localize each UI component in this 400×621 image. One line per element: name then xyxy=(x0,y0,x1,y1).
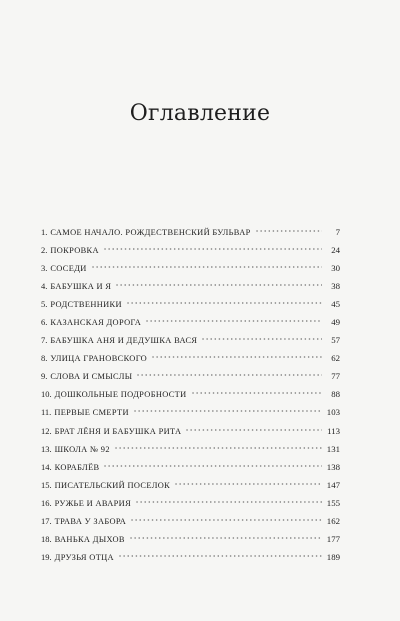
toc-entry-page-number: 88 xyxy=(331,389,340,400)
dot-leader xyxy=(118,544,322,560)
toc-entry-page-number: 62 xyxy=(331,353,340,364)
page-title: Оглавление xyxy=(129,101,271,126)
toc-entry-number: 12. xyxy=(41,425,52,436)
toc-entry-title: СЛОВА И СМЫСЛЫ xyxy=(50,372,133,382)
dot-leader xyxy=(129,526,322,542)
toc-entry-title: ВАНЬКА ДЫХОВ xyxy=(54,534,125,544)
toc-entry-title: РУЖЬЕ И АВАРИЯ xyxy=(54,498,132,508)
toc-entry-title: ДОШКОЛЬНЫЕ ПОДРОБНОСТИ xyxy=(54,390,187,400)
toc-entry-page-number: 7 xyxy=(335,227,340,237)
toc-entry-title: БАБУШКА АНЯ И ДЕДУШКА ВАСЯ xyxy=(50,336,198,346)
toc-entry-title: ПОКРОВКА xyxy=(50,246,99,256)
toc-entry-number: 3. xyxy=(41,263,48,274)
toc-entry-page-number: 57 xyxy=(331,335,340,346)
toc-entry-number: 8. xyxy=(41,353,48,364)
dot-leader xyxy=(103,454,322,470)
toc-entry-number: 9. xyxy=(41,371,48,382)
toc-entry-page-number: 189 xyxy=(326,551,340,562)
dot-leader xyxy=(191,381,322,397)
toc-entry-title: ШКОЛА № 92 xyxy=(54,444,110,454)
toc-entry-page-number: 38 xyxy=(331,281,340,292)
toc-entry-title: ТРАВА У ЗАБОРА xyxy=(54,516,127,526)
toc-entry-number: 11. xyxy=(41,407,52,418)
toc-entry-number: 19. xyxy=(41,551,52,562)
toc-entry-page-number: 49 xyxy=(331,317,340,328)
toc-entry-title: КОРАБЛЁВ xyxy=(54,462,100,472)
toc-entry-number: 7. xyxy=(41,335,48,346)
dot-leader xyxy=(115,273,322,289)
dot-leader xyxy=(103,237,322,253)
toc-entry-page-number: 30 xyxy=(331,263,340,274)
dot-leader xyxy=(136,363,322,379)
dot-leader xyxy=(145,309,322,325)
toc-entry-title: РОДСТВЕННИКИ xyxy=(50,300,122,310)
toc-entry-title: УЛИЦА ГРАНОВСКОГО xyxy=(50,354,148,364)
toc-entry-page-number: 147 xyxy=(326,479,340,490)
toc-entry-number: 1. xyxy=(41,227,48,237)
toc-entry-number: 18. xyxy=(41,533,52,544)
dot-leader xyxy=(130,508,322,524)
toc-entry-number: 15. xyxy=(41,479,52,490)
dot-leader xyxy=(114,436,322,452)
toc-entry-page-number: 177 xyxy=(326,533,340,544)
dot-leader xyxy=(151,345,322,361)
dot-leader xyxy=(135,490,322,506)
toc-entry-page-number: 131 xyxy=(326,443,340,454)
toc-entry-title: ДРУЗЬЯ ОТЦА xyxy=(54,552,114,562)
toc-entry xyxy=(41,219,340,235)
toc-entry-page-number: 77 xyxy=(331,371,340,382)
toc-entry-page-number: 138 xyxy=(326,461,340,472)
toc-entry-title: ПЕРВЫЕ СМЕРТИ xyxy=(54,408,129,418)
dot-leader xyxy=(201,327,322,343)
toc-entry-page-number: 45 xyxy=(331,299,340,310)
toc-entry-title: САМОЕ НАЧАЛО. РОЖДЕСТВЕНСКИЙ БУЛЬВАР xyxy=(50,228,251,237)
toc-entry-number: 13. xyxy=(41,443,52,454)
toc-entry-page-number: 24 xyxy=(331,245,340,256)
dot-leader xyxy=(126,291,322,307)
toc-entry-page-number: 162 xyxy=(326,515,340,526)
table-of-contents xyxy=(41,219,340,562)
toc-entry-number: 6. xyxy=(41,317,48,328)
dot-leader xyxy=(255,219,322,235)
dot-leader xyxy=(91,255,322,271)
toc-entry-number: 10. xyxy=(41,389,52,400)
toc-entry-number: 5. xyxy=(41,299,48,310)
toc-entry-page-number: 113 xyxy=(327,425,340,436)
toc-entry-title: БАБУШКА И Я xyxy=(50,282,112,292)
toc-entry-number: 17. xyxy=(41,515,52,526)
dot-leader xyxy=(174,472,322,488)
toc-entry-title: КАЗАНСКАЯ ДОРОГА xyxy=(50,318,142,328)
toc-entry-page-number: 155 xyxy=(326,497,340,508)
toc-entry-number: 16. xyxy=(41,497,52,508)
toc-entry-number: 2. xyxy=(41,245,48,256)
toc-entry-title: СОСЕДИ xyxy=(50,264,87,274)
toc-entry-page-number: 103 xyxy=(326,407,340,418)
toc-entry-title: ПИСАТЕЛЬСКИЙ ПОСЕЛОК xyxy=(54,480,171,490)
toc-entry-number: 4. xyxy=(41,281,48,292)
dot-leader xyxy=(133,399,322,415)
toc-entry-number: 14. xyxy=(41,461,52,472)
toc-entry-title: БРАТ ЛЁНЯ И БАБУШКА РИТА xyxy=(54,426,182,436)
dot-leader xyxy=(185,418,322,434)
